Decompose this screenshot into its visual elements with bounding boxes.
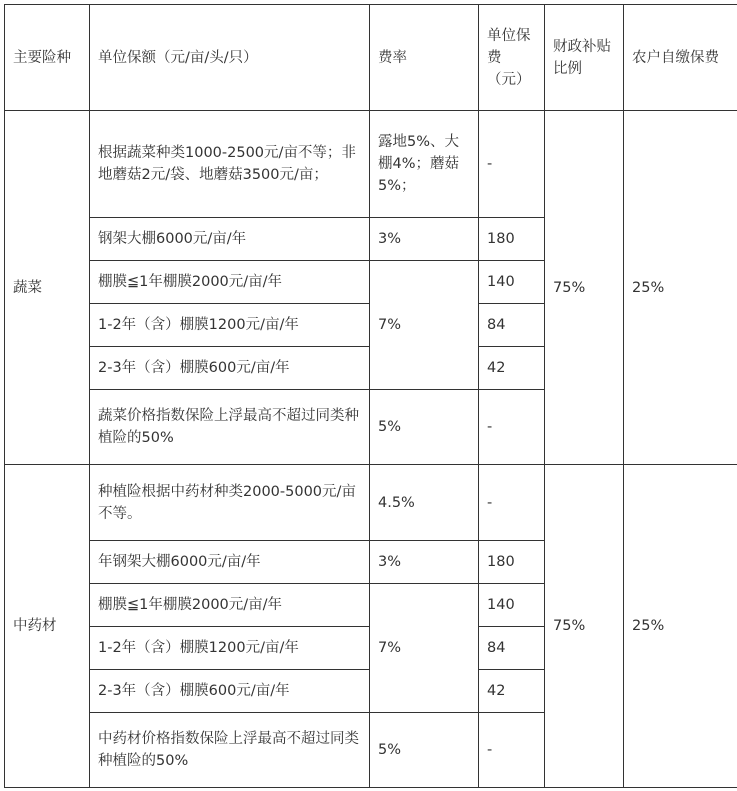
amount-cell: 棚膜≦1年棚膜2000元/亩/年 [90,261,370,304]
premium-cell: 42 [479,347,545,390]
header-amount: 单位保额（元/亩/头/只） [90,5,370,111]
rate-cell: 5% [370,390,479,465]
table-row [5,465,737,541]
premium-cell: 140 [479,261,545,304]
amount-cell: 2-3年（含）棚膜600元/亩/年 [90,347,370,390]
amount-cell: 1-2年（含）棚膜1200元/亩/年 [90,304,370,347]
subsidy-cell: 75% [545,465,624,788]
premium-cell: 84 [479,304,545,347]
rate-cell: 3% [370,218,479,261]
amount-cell: 钢架大棚6000元/亩/年 [90,218,370,261]
amount-cell: 根据蔬菜种类1000-2500元/亩不等；非地蘑菇2元/袋、地蘑菇3500元/亩； [90,111,370,218]
amount-cell: 棚膜≦1年棚膜2000元/亩/年 [90,584,370,627]
amount-cell: 年钢架大棚6000元/亩/年 [90,541,370,584]
crop-cell: 蔬菜 [5,111,90,465]
insurance-table [4,4,737,788]
rate-cell: 7% [370,261,479,390]
premium-cell: - [479,713,545,788]
amount-cell: 2-3年（含）棚膜600元/亩/年 [90,670,370,713]
amount-cell: 种植险根据中药材种类2000-5000元/亩不等。 [90,465,370,541]
premium-cell: 42 [479,670,545,713]
premium-cell: 140 [479,584,545,627]
header-premium: 单位保费（元） [479,5,545,111]
premium-cell: - [479,465,545,541]
premium-cell: - [479,390,545,465]
header-subsidy: 财政补贴比例 [545,5,624,111]
amount-cell: 蔬菜价格指数保险上浮最高不超过同类种植险的50% [90,390,370,465]
amount-cell: 中药材价格指数保险上浮最高不超过同类种植险的50% [90,713,370,788]
rate-cell: 4.5% [370,465,479,541]
rate-cell: 露地5%、大棚4%；蘑菇5%； [370,111,479,218]
subsidy-cell: 75% [545,111,624,465]
rate-cell: 5% [370,713,479,788]
premium-cell: 180 [479,218,545,261]
amount-cell: 1-2年（含）棚膜1200元/亩/年 [90,627,370,670]
self-pay-cell: 25% [624,111,737,465]
header-self-pay: 农户自缴保费 [624,5,737,111]
self-pay-cell: 25% [624,465,737,788]
header-crop: 主要险种 [5,5,90,111]
header-rate: 费率 [370,5,479,111]
premium-cell: - [479,111,545,218]
rate-cell: 3% [370,541,479,584]
premium-cell: 180 [479,541,545,584]
table-header-row [5,5,737,111]
crop-cell: 中药材 [5,465,90,788]
table-row [5,111,737,218]
rate-cell: 7% [370,584,479,713]
premium-cell: 84 [479,627,545,670]
